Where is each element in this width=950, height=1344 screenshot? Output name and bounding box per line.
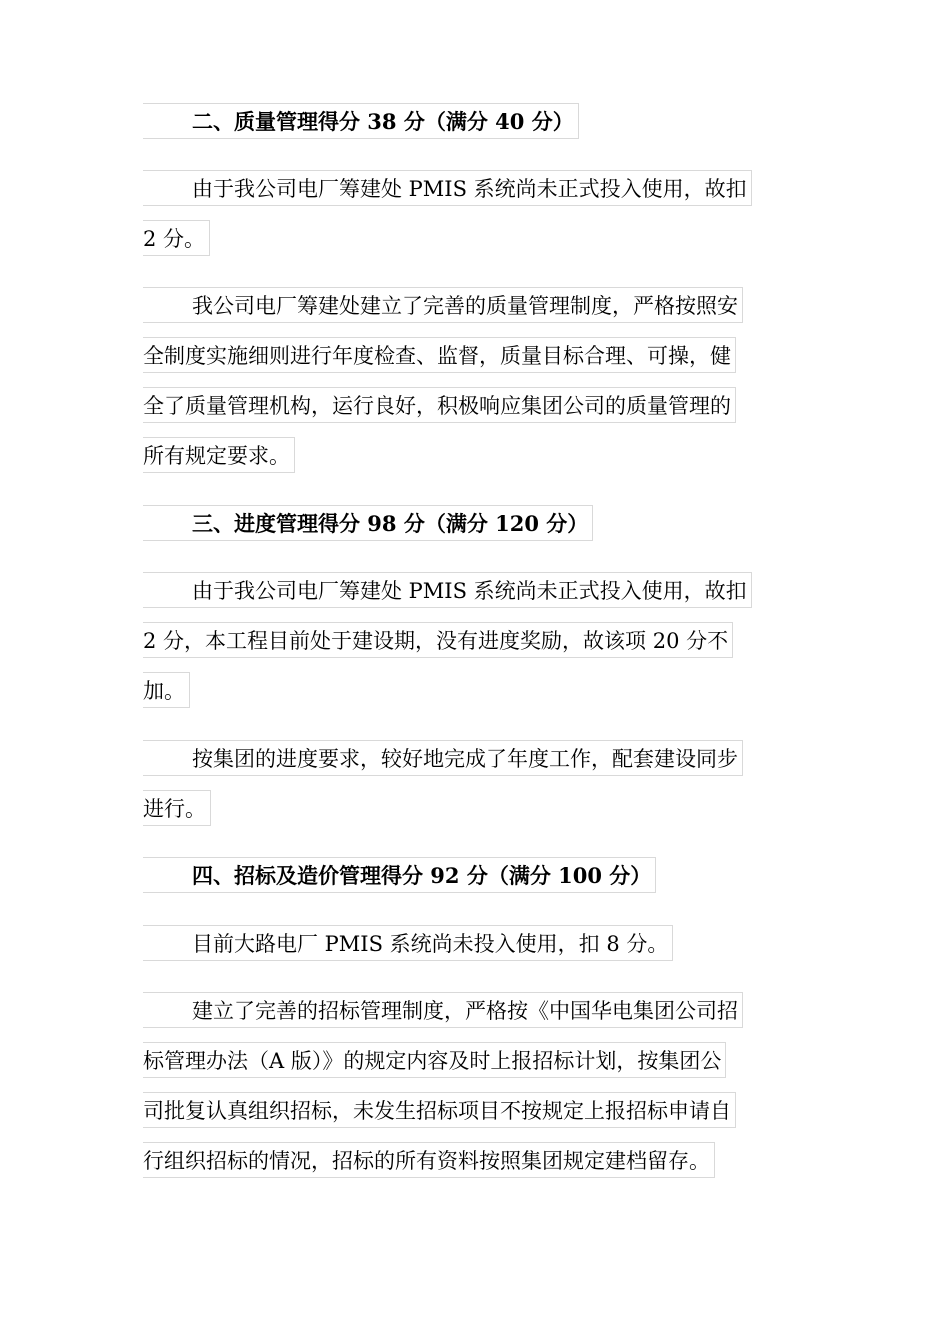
paragraph-line: 司批复认真组织招标，未发生招标项目不按规定上报招标申请自: [143, 1092, 736, 1128]
paragraph-line: 全了质量管理机构，运行良好，积极响应集团公司的质量管理的: [143, 387, 736, 423]
paragraph-line: 建立了完善的招标管理制度，严格按《中国华电集团公司招: [143, 992, 743, 1028]
section-heading-quality: 二、质量管理得分 38 分（满分 40 分）: [143, 103, 579, 139]
section-heading-bidding: 四、招标及造价管理得分 92 分（满分 100 分）: [143, 857, 656, 893]
paragraph-line: 目前大路电厂 PMIS 系统尚未投入使用，扣 8 分。: [143, 925, 673, 961]
paragraph-line: 由于我公司电厂筹建处 PMIS 系统尚未正式投入使用，故扣: [143, 170, 752, 206]
paragraph-line: 进行。: [143, 790, 211, 826]
section-heading-schedule: 三、进度管理得分 98 分（满分 120 分）: [143, 505, 593, 541]
paragraph-line: 我公司电厂筹建处建立了完善的质量管理制度，严格按照安: [143, 287, 743, 323]
paragraph-line: 2 分，本工程目前处于建设期，没有进度奖励，故该项 20 分不: [143, 622, 733, 658]
paragraph-line: 按集团的进度要求，较好地完成了年度工作，配套建设同步: [143, 740, 743, 776]
paragraph-line: 标管理办法（A 版）》的规定内容及时上报招标计划，按集团公: [143, 1042, 726, 1078]
paragraph-line: 2 分。: [143, 220, 210, 256]
paragraph-line: 加。: [143, 672, 190, 708]
paragraph-line: 全制度实施细则进行年度检查、监督，质量目标合理、可操，健: [143, 337, 736, 373]
paragraph-line: 所有规定要求。: [143, 437, 295, 473]
paragraph-line: 由于我公司电厂筹建处 PMIS 系统尚未正式投入使用，故扣: [143, 572, 752, 608]
paragraph-line: 行组织招标的情况，招标的所有资料按照集团规定建档留存。: [143, 1142, 715, 1178]
